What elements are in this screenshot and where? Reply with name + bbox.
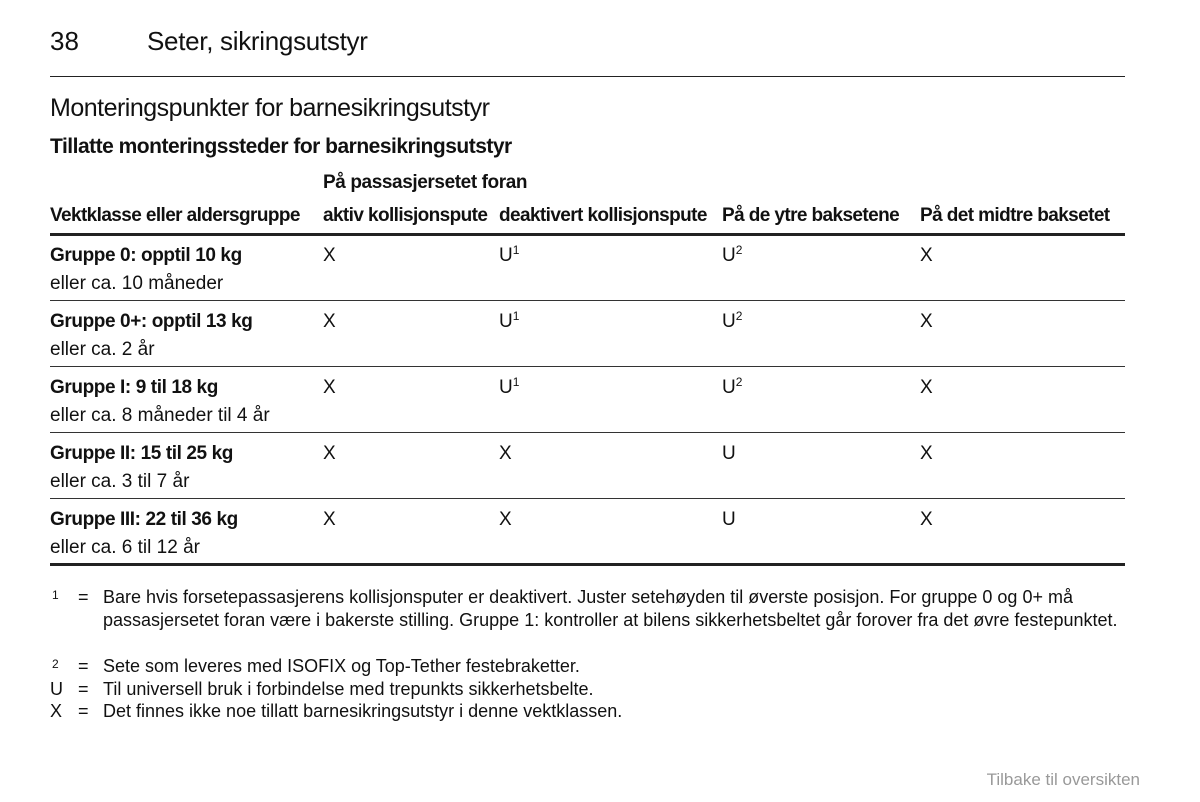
subsection-title: Tillatte monteringssteder for barnesikringsutstyr [50,135,512,158]
table-header-rule [50,233,1125,236]
row-divider [50,366,1125,367]
row-weight-class: Gruppe I: 9 til 18 kg [50,377,218,398]
cell-deactivated-airbag: $U^1$ [499,243,520,266]
footnote-item [0,700,1200,723]
cell-middle-rear-seat: X [920,311,933,332]
cell-middle-rear-seat: X [920,245,933,266]
footnote-item [0,678,1200,701]
row-age-range: eller ca. 6 til 12 år [50,537,200,558]
footnote-marker: 1 [52,588,59,602]
footnote-marker: X [50,701,63,721]
row-age-range: eller ca. 8 måneder til 4 år [50,405,270,426]
cell-active-airbag: X [323,509,336,530]
row-age-range: eller ca. 2 år [50,339,155,360]
cell-deactivated-airbag: $U^1$ [499,375,520,398]
cell-outer-rear-seats: U [722,509,736,530]
footnote-equals: = [78,587,89,607]
row-age-range: eller ca. 10 måneder [50,273,224,294]
cell-active-airbag: X [323,443,336,464]
cell-deactivated-airbag: X [499,509,512,530]
footnote-equals: = [78,701,89,721]
page-number: 38 [50,26,79,56]
column-header-weight-class: Vektklasse eller aldersgruppe [50,205,300,226]
row-divider [50,498,1125,499]
cell-middle-rear-seat: X [920,443,933,464]
column-header-middle-rear-seat: På det midtre baksetet [920,205,1110,226]
back-to-overview-link[interactable]: Tilbake til oversikten [986,770,1140,789]
footnote-equals: = [78,656,89,676]
row-weight-class: Gruppe III: 22 til 36 kg [50,509,238,530]
footnote-equals: = [78,679,89,699]
cell-active-airbag: X [323,245,336,266]
footnote-item [0,586,1200,656]
table-bottom-rule [50,563,1125,566]
footnote-marker: U [50,679,63,699]
footnote-text: Det finnes ikke noe tillatt barnesikringsutstyr i denne vektklassen. [103,701,623,721]
cell-outer-rear-seats: U [722,443,736,464]
cell-deactivated-airbag: $U^1$ [499,309,520,332]
footnote-text: Bare hvis forsetepassasjerens kollisjonsputer er deaktivert. Juster setehøyden til øverste posisjon. For gruppe 0 og 0+ må passasjersetet foran være i bakerste stilling. Gruppe 1: kontroller at bilens sikkerhetsbeltet går forover fra det øvre festepunktet. [103,587,1118,630]
cell-outer-rear-seats: $U^2$ [722,309,743,332]
page-header [50,24,1125,77]
cell-middle-rear-seat: X [920,509,933,530]
row-age-range: eller ca. 3 til 7 år [50,471,190,492]
column-group-header: På passasjersetet foran [323,172,528,193]
row-weight-class: Gruppe 0+: opptil 13 kg [50,311,253,332]
column-header-deactivated-airbag: deaktivert kollisjonspute [499,205,707,226]
row-divider [50,432,1125,433]
cell-outer-rear-seats: $U^2$ [722,375,743,398]
cell-deactivated-airbag: X [499,443,512,464]
section-title: Monteringspunkter for barnesikringsutstyr [50,94,490,122]
cell-active-airbag: X [323,311,336,332]
footnote-text: Sete som leveres med ISOFIX og Top-Tether festebraketter. [103,656,580,676]
row-weight-class: Gruppe 0: opptil 10 kg [50,245,242,266]
row-divider [50,300,1125,301]
row-weight-class: Gruppe II: 15 til 25 kg [50,443,233,464]
footnote-marker: 2 [52,657,59,671]
chapter-title: Seter, sikringsutstyr [147,26,368,56]
column-header-outer-rear-seats: På de ytre baksetene [722,205,900,226]
footnote-text: Til universell bruk i forbindelse med trepunkts sikkerhetsbelte. [103,679,594,699]
footnote-item [0,655,1200,678]
cell-middle-rear-seat: X [920,377,933,398]
column-header-active-airbag: aktiv kollisjonspute [323,205,488,226]
cell-outer-rear-seats: $U^2$ [722,243,743,266]
cell-active-airbag: X [323,377,336,398]
